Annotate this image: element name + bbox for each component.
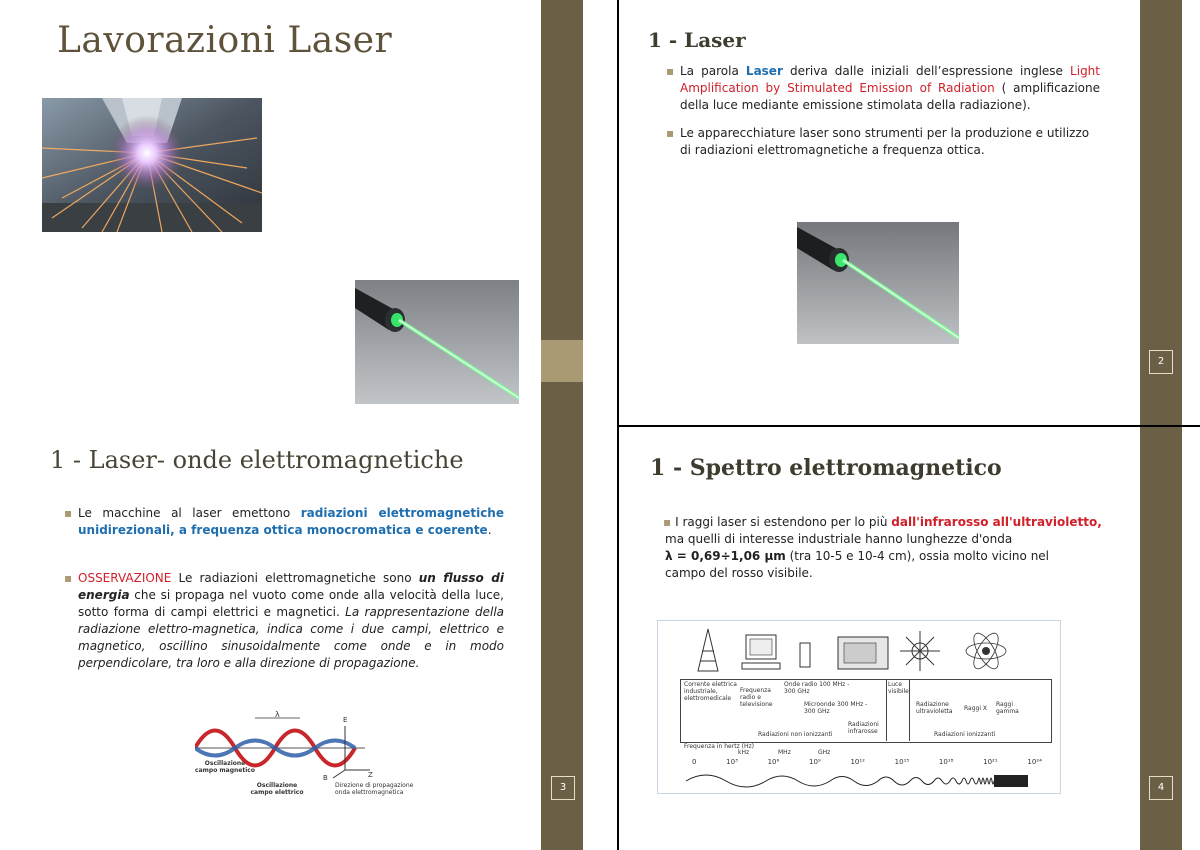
slide4-title: 1 - Spettro elettromagnetico <box>650 455 1002 481</box>
slide2-bullet1-pre: La parola <box>680 64 746 78</box>
slide4-bullet-pre: I raggi laser si estendono per lo più <box>675 515 892 529</box>
spectrum-c5: Radiazioni infrarosse <box>848 721 879 735</box>
slide4-bullet-line2: ma quelli di interesse industriale hanno lunghezze d'onda <box>665 532 1013 546</box>
slide1-side-band-accent <box>541 340 583 382</box>
spectrum-c4: Microonde 300 MHz - 300 GHz <box>804 701 868 715</box>
green-laser-photo-small <box>355 280 519 404</box>
bullet-marker: ▪ <box>663 515 672 529</box>
b-axis-label: B <box>323 774 328 782</box>
slide-divider-horizontal <box>619 425 1200 427</box>
spectrum-c1: Corrente elettrica industriale, elettromedicale <box>684 681 737 702</box>
slide4-bullet-line3-post: (tra 10-5 e 10-4 cm), ossia molto vicino nel <box>785 549 1050 563</box>
slide2-bullet1-post: ( amplificazione della luce mediante emissione stimolata della radiazione). <box>680 81 1100 112</box>
non-ionizing-label: Radiazioni non ionizzanti <box>758 731 833 738</box>
slide2-bullet1-mid: deriva dalle iniziali dell’espressione inglese <box>782 64 1071 78</box>
frequency-ticks <box>692 758 1042 766</box>
spectrum-c2: Frequenza radio e televisione <box>740 687 773 708</box>
slide3-bullet-2 <box>64 570 505 672</box>
magnetic-field-label: Oscillazione campo magnetico <box>195 760 255 774</box>
spectrum-c6: Luce visibile <box>888 681 909 695</box>
spectrum-c7: Radiazione ultravioletta <box>916 701 953 715</box>
ionizing-label: Radiazioni ionizzanti <box>934 731 996 738</box>
spectrum-c9: Raggi gamma <box>996 701 1019 715</box>
em-spectrum-diagram <box>657 620 1061 794</box>
slide2-title: 1 - Laser <box>648 28 746 52</box>
slide1-title: Lavorazioni Laser <box>57 20 393 61</box>
laser-cutting-photo <box>42 98 262 232</box>
slide3-title: 1 - Laser- onde elettromagnetiche <box>50 446 464 474</box>
spectrum-c3: Onde radio 100 MHz - 300 GHz <box>784 681 850 695</box>
unit-mhz: MHz <box>778 749 791 756</box>
lambda-label: λ <box>275 710 280 719</box>
ir-uv-range: dall'infrarosso all'ultravioletto, <box>891 515 1102 529</box>
radiation-highlight: radiazioni elettromagnetiche unidirezionali, a frequenza ottica monocromatica e coerente <box>78 506 504 537</box>
tick-label: 0 <box>692 758 697 766</box>
slide4-bullet-line1 <box>663 514 1123 531</box>
slide2-bullet-2 <box>666 125 1100 159</box>
slide4-bullet <box>663 514 1123 582</box>
electric-field-label: Oscillazione campo elettrico <box>250 782 304 796</box>
e-axis-label: E <box>343 716 348 724</box>
green-laser-photo <box>797 222 959 344</box>
slide2-bullet-1 <box>666 63 1100 114</box>
tick-label: 10¹⁵ <box>894 758 910 766</box>
bullet-marker: ▪ <box>666 64 675 78</box>
laser-word: Laser <box>745 64 783 78</box>
tick-label: 10¹² <box>850 758 865 766</box>
energy-flow-emphasis: un flusso di energia <box>78 571 504 602</box>
slide4-bullet-line3 <box>663 548 1123 565</box>
slide3-bullet2-text2: che si propaga nel vuoto come onde alla velocità della luce, sotto forma di campi elettrici e magnetici. <box>78 588 504 619</box>
frequency-label: Frequenza in hertz (Hz) <box>684 743 754 750</box>
spectrum-c8: Raggi X <box>964 705 988 712</box>
tick-label: 10³ <box>726 758 738 766</box>
slide3-bullet-1 <box>64 505 504 539</box>
z-axis-label: Z <box>368 771 373 779</box>
slide4-bullet-line4: campo del rosso visibile. <box>665 566 813 580</box>
slide2-bullet2-text: Le apparecchiature laser sono strumenti per la produzione e utilizzo di radiazioni elettromagnetiche a frequenza ottica. <box>680 126 1090 157</box>
wavelength-range: λ = 0,69÷1,06 μm <box>665 549 786 563</box>
em-wave-diagram <box>195 708 425 808</box>
tick-label: 10²⁴ <box>1027 758 1042 766</box>
propagation-direction-label: Direzione di propagazione onda elettromagnetica <box>335 782 414 796</box>
slide4-page-number: 4 <box>1149 776 1173 800</box>
bullet-marker: ▪ <box>64 571 73 585</box>
slide2-page-number: 2 <box>1149 350 1173 374</box>
observation-label: OSSERVAZIONE <box>78 571 172 585</box>
bullet-marker: ▪ <box>64 506 73 520</box>
slide3-bullet1-pre: Le macchine al laser emettono <box>78 506 301 520</box>
tick-label: 10²¹ <box>983 758 998 766</box>
tick-label: 10⁹ <box>809 758 821 766</box>
frequency-wave <box>658 769 1060 793</box>
unit-ghz: GHz <box>818 749 831 756</box>
laser-acronym: Light Amplification by Stimulated Emission of Radiation <box>680 64 1100 95</box>
tick-label: 10⁶ <box>767 758 780 766</box>
slide3-page-number: 3 <box>551 776 575 800</box>
unit-khz: kHz <box>738 749 750 756</box>
tick-label: 10¹⁸ <box>938 758 954 766</box>
slide3-bullet2-text1: Le radiazioni elettromagnetiche sono <box>171 571 419 585</box>
slide1-side-band <box>541 0 583 340</box>
slide3-bullet1-post: . <box>487 523 492 537</box>
slide3-bullet2-italic: La rappresentazione della radiazione elettro-magnetica, indica come i due campi, elettrico e magnetico, oscillino sinusoidalmente come onde e in modo perpendicolare, tra loro e alla direzione di propagazione. <box>78 605 505 670</box>
bullet-marker: ▪ <box>666 126 675 140</box>
